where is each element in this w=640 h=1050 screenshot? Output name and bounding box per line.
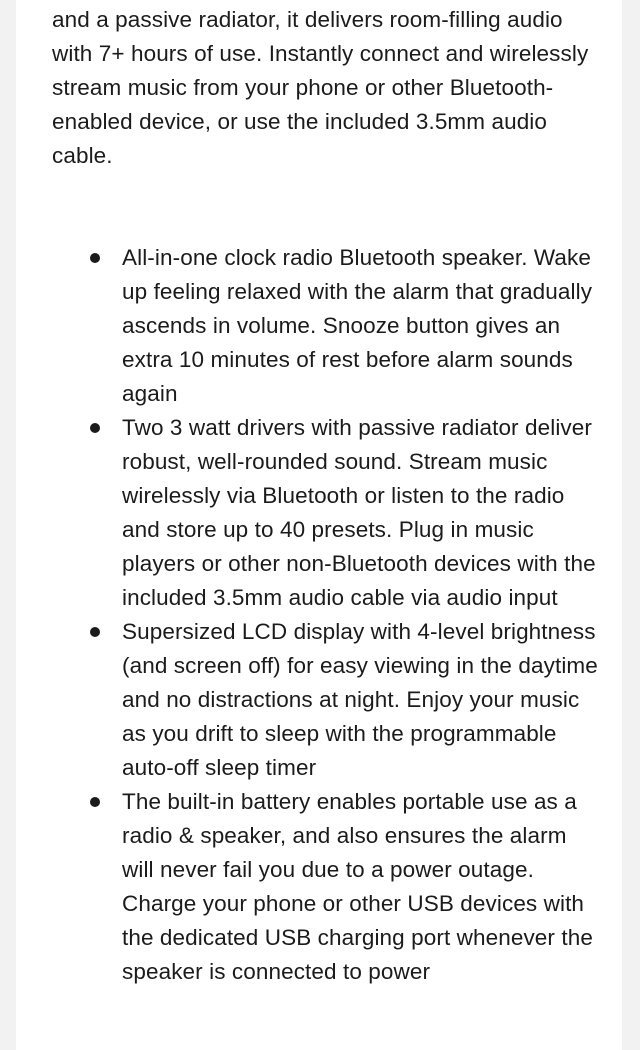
bullet-icon — [90, 253, 100, 263]
feature-list — [52, 241, 604, 989]
bullet-icon — [90, 797, 100, 807]
feature-list-item — [52, 615, 604, 785]
description-paragraph: and a passive radiator, it delivers room-filling audio with 7+ hours of use. Instantly connect and wirelessly stream music from your phone or other Bluetooth-enabled device, or use the included 3.5mm audio cable. — [52, 7, 589, 168]
feature-list-item — [52, 241, 604, 411]
product-description-panel — [16, 0, 622, 1050]
feature-text: Supersized LCD display with 4-level brightness (and screen off) for easy viewing in the daytime and no distractions at night. Enjoy your music as you drift to sleep with the programmable auto-off sleep timer — [122, 619, 598, 780]
bullet-icon — [90, 627, 100, 637]
feature-text: Two 3 watt drivers with passive radiator deliver robust, well-rounded sound. Stream music wirelessly via Bluetooth or listen to the radio and store up to 40 presets. Plug in music players or other non-Bluetooth devices with the included 3.5mm audio cable via audio input — [122, 415, 596, 610]
product-description — [52, 3, 604, 989]
feature-list-item — [52, 411, 604, 615]
feature-list-item — [52, 785, 604, 989]
paragraph-spacer — [52, 173, 604, 241]
feature-text: All-in-one clock radio Bluetooth speaker. Wake up feeling relaxed with the alarm that gradually ascends in volume. Snooze button gives an extra 10 minutes of rest before alarm sounds again — [122, 245, 593, 406]
feature-text: The built-in battery enables portable use as a radio & speaker, and also ensures the alarm will never fail you due to a power outage. Charge your phone or other USB devices with the dedicated USB charging port whenever the speaker is connected to power — [122, 789, 593, 984]
bullet-icon — [90, 423, 100, 433]
